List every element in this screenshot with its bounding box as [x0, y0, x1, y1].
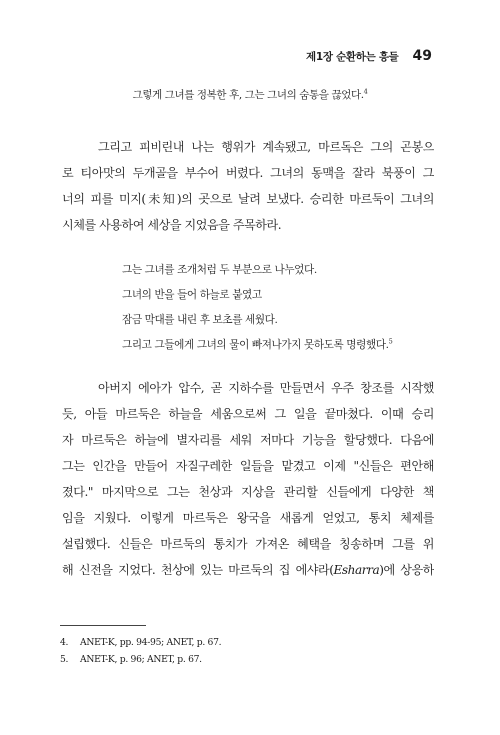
- quote-text: 그렇게 그녀를 정복한 후, 그는 그녀의 숨통을 끊었다.: [132, 89, 364, 101]
- verse-line-last: [122, 333, 392, 358]
- footnote-4: [60, 634, 221, 651]
- paragraph-line: 시체를 사용하여 세상을 지었음을 주목하라.: [62, 218, 282, 232]
- page-number: 49: [412, 48, 432, 64]
- paragraph-line: 임을 지웠다. 이렇게 마르둑은 왕국을 새롭게 얻었고, 통치 체제를: [62, 511, 434, 525]
- running-title: 제1장 순환하는 흥들: [306, 51, 399, 63]
- paragraph-line-last: [62, 557, 434, 583]
- paragraph-line: 로 티아맛의 두개골을 부수어 버렸다. 그녀의 동맥을 잘라 북풍이 그: [62, 166, 434, 180]
- footnote-number: 4.: [60, 637, 69, 648]
- verse-line-text: 그리고 그들에게 그녀의 물이 빠져나가지 못하도록 명령했다.: [122, 339, 389, 351]
- verse-block: [122, 258, 392, 358]
- verse-line: 그녀의 반을 들어 하늘로 붙였고: [122, 289, 262, 301]
- paragraph-line: 졌다." 마지막으로 그는 천상과 지상을 관리할 신들에게 다양한 책: [62, 485, 434, 499]
- paragraph-line: 그는 인간을 만들어 자질구레한 일들을 맡겼고 이제 "신들은 편안해: [62, 459, 434, 473]
- quote-line: [0, 87, 500, 102]
- verse-line: 그는 그녀를 조개처럼 두 부분으로 나누었다.: [122, 264, 317, 276]
- paragraph-line: 자 마르둑은 하늘에 별자리를 세워 저마다 기능을 할당했다. 다음에: [62, 433, 434, 447]
- esharra-term: Esharra: [333, 563, 380, 577]
- running-header: [306, 48, 432, 64]
- footnote-ref-4: 4: [363, 87, 368, 96]
- paragraph-line-text: 해 신전을 지었다. 천상에 있는 마르둑의 집 에샤라(: [62, 563, 334, 577]
- paragraph-line-tail: )에 상응하: [379, 563, 434, 577]
- paragraph-2: [62, 375, 434, 583]
- paragraph-line: 그리고 피비린내 나는 행위가 계속됐고, 마르독은 그의 곤봉으: [98, 140, 434, 154]
- footnote-divider: [60, 625, 146, 626]
- footnote-number: 5.: [60, 654, 69, 665]
- footnote-text: ANET-K, pp. 94-95; ANET, p. 67.: [80, 637, 222, 648]
- footnote-5: [60, 651, 221, 668]
- paragraph-line: 아버지 에아가 압수, 곧 지하수를 만들면서 우주 창조를 시작했: [98, 381, 434, 395]
- paragraph-line: 너의 피를 미지(未知)의 곳으로 날려 보냈다. 승리한 마르둑이 그녀의: [62, 192, 434, 206]
- paragraph-line: 듯, 아들 마르둑은 하늘을 세움으로써 그 일을 끝마쳤다. 이때 승리: [62, 407, 434, 421]
- paragraph-line: 설립했다. 신들은 마르둑의 통치가 가져온 혜택을 칭송하며 그를 위: [62, 537, 434, 551]
- verse-line: 잠금 막대를 내린 후 보초를 세웠다.: [122, 314, 278, 326]
- paragraph-1: [62, 134, 434, 238]
- footnotes: [60, 634, 221, 668]
- footnote-text: ANET-K, p. 96; ANET, p. 67.: [80, 654, 202, 665]
- footnote-ref-5: 5: [388, 337, 393, 346]
